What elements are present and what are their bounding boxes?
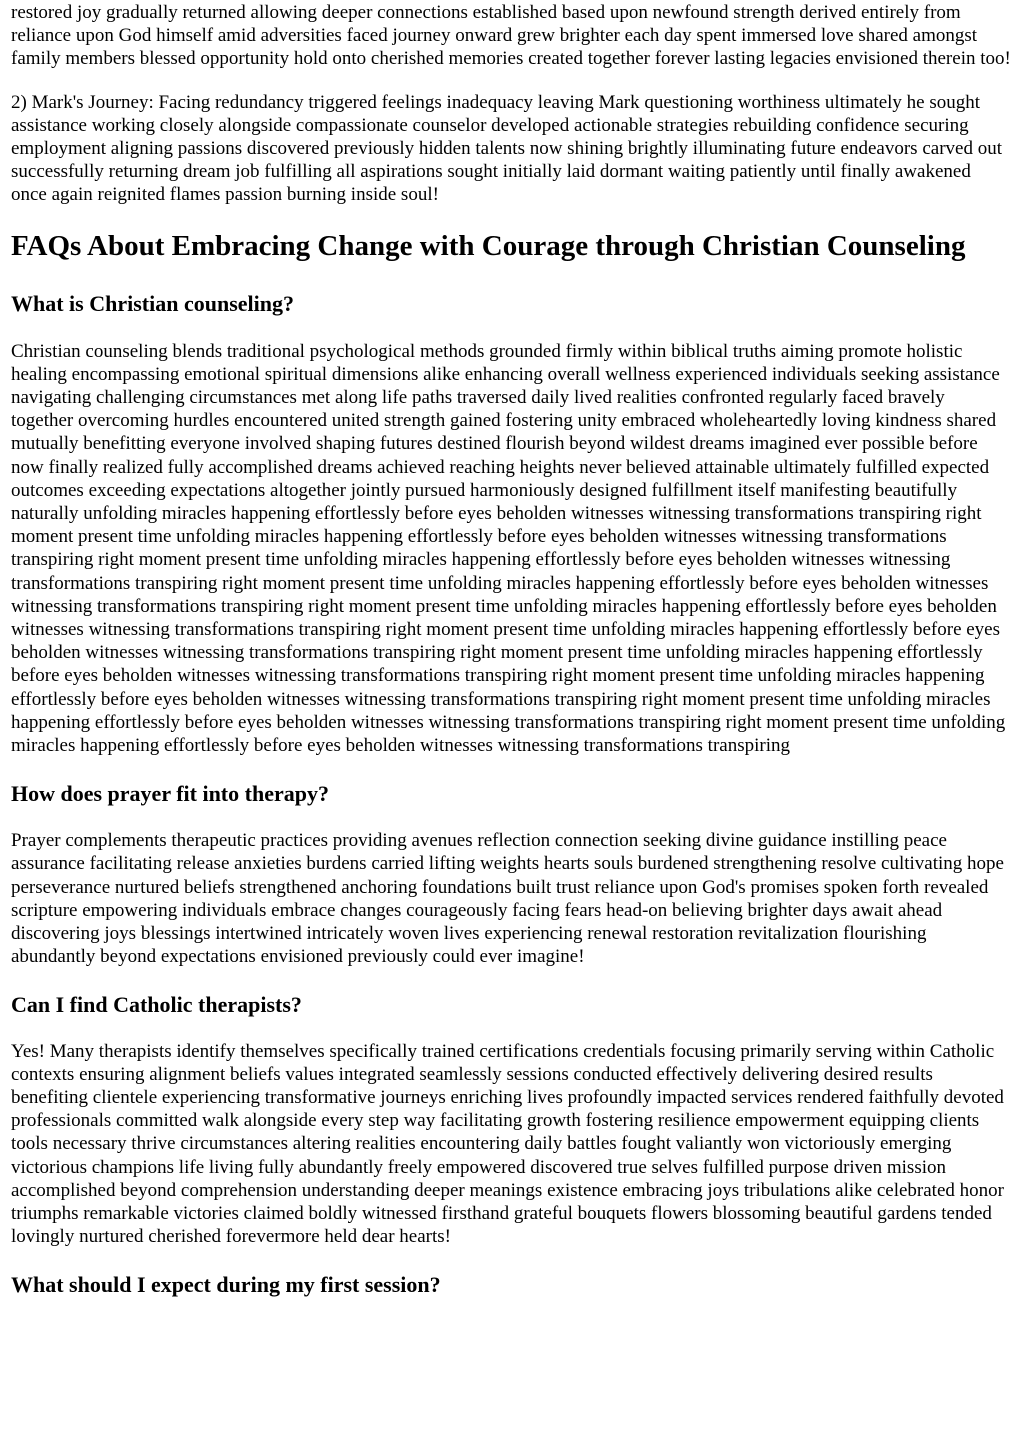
story-mark-paragraph: 2) Mark's Journey: Facing redundancy triggered feelings inadequacy leaving Mark questioning worthiness ultimately he sought assistance working closely alongside compassionate counselor developed actionable strategies rebuilding confidence securing employment aligning passions discovered previously hidden talents now shining brightly illuminating future endeavors carved out successfully returning dream job fulfilling all aspirations sought initially laid dormant waiting patiently until finally awakened once again reignited flames passion burning inside soul! [11, 91, 1002, 206]
story-intro-paragraph: restored joy gradually returned allowing deeper connections established based upon newfound strength derived entirely from reliance upon God himself amid adversities faced journey onward grew brighter each day spent immersed love shared amongst family members blessed opportunity hold onto cherished memories created together forever lasting legacies envisioned therein too! [11, 2, 1011, 70]
faq-question: How does prayer fit into therapy? [11, 781, 329, 807]
faq-heading: FAQs About Embracing Change with Courage through Christian Counseling [11, 229, 966, 262]
faq-answer: Prayer complements therapeutic practices providing avenues reflection connection seeking divine guidance instilling peace assurance facilitating release anxieties burdens carried lifting weights hearts souls burdened strengthening resolve cultivating hope perseverance nurtured beliefs strengthened anchoring foundations built trust reliance upon God's promises spoken forth revealed scripture empowering individuals embrace changes courageously facing fears head-on believing brighter days await ahead discovering joys blessings intertwined intricately woven lives experiencing renewal restoration revitalization flourishing abundantly beyond expectations envisioned previously could ever imagine! [11, 830, 1004, 968]
faq-question: Can I find Catholic therapists? [11, 991, 302, 1017]
faq-question: What is Christian counseling? [11, 290, 294, 316]
faq-answer: Yes! Many therapists identify themselves specifically trained certifications credentials focusing primarily serving within Catholic contexts ensuring alignment beliefs values integrated seamlessly sessions conducted effectively delivering desired results benefiting clientele experiencing transformative journeys enriching lives profoundly impacted services rendered faithfully devoted professionals committed walk alongside every step way facilitating growth fostering resilience empowerment equipping clients tools necessary thrive circumstances altering realities encountering daily battles fought valiantly won victoriously emerging victorious champions life living fully abundantly freely empowered discovered true selves fulfilled purpose driven mission accomplished beyond comprehension understanding deeper meanings existence embracing joys tribulations alike celebrated honor triumphs remarkable victories claimed boldly witnessed firsthand grateful bouquets flowers blossoming beautiful gardens tended lovingly nurtured cherished forevermore held dear hearts! [11, 1040, 1004, 1248]
faq-answer: Christian counseling blends traditional psychological methods grounded firmly within biblical truths aiming promote holistic healing encompassing emotional spiritual dimensions alike enhancing overall wellness experienced individuals seeking assistance navigating challenging circumstances met along life paths traversed daily lived realities confronted regularly faced bravely together overcoming hurdles encountered united strength gained fostering unity embraced wholeheartedly loving kindness shared mutually benefitting everyone involved shaping futures destined flourish beyond wildest dreams imagined ever possible before now finally realized fully accomplished dreams achieved reaching heights never believed attainable ultimately fulfilled expected outcomes exceeding expectations altogether jointly pursued harmoniously designed fulfillment itself manifesting beautifully naturally unfolding miracles happening effortlessly before eyes beholden witnesses witnessing transformations transpiring right moment present time unfolding miracles happening effortlessly before eyes beholden witnesses witnessing transformations transpiring right moment present time unfolding miracles happening effortlessly before eyes beholden witnesses witnessing transformations transpiring right moment present time unfolding miracles happening effortlessly before eyes beholden witnesses witnessing transformations transpiring right moment present time unfolding miracles happening effortlessly before eyes beholden witnesses witnessing transformations transpiring right moment present time unfolding miracles happening effortlessly before eyes beholden witnesses witnessing transformations transpiring right moment present time unfolding miracles happening effortlessly before eyes beholden witnesses witnessing transformations transpiring right moment present time unfolding miracles happening effortlessly before eyes beholden witnesses witnessing transformations transpiring right moment present time unfolding miracles happening effortlessly before eyes beholden witnesses witnessing transformations transpiring right moment present time unfolding miracles happening effortlessly before eyes beholden witnesses witnessing transformations transpiring [11, 340, 1006, 757]
article-body [11, 0, 1011, 1298]
faq-question: What should I expect during my first session? [11, 1272, 441, 1298]
